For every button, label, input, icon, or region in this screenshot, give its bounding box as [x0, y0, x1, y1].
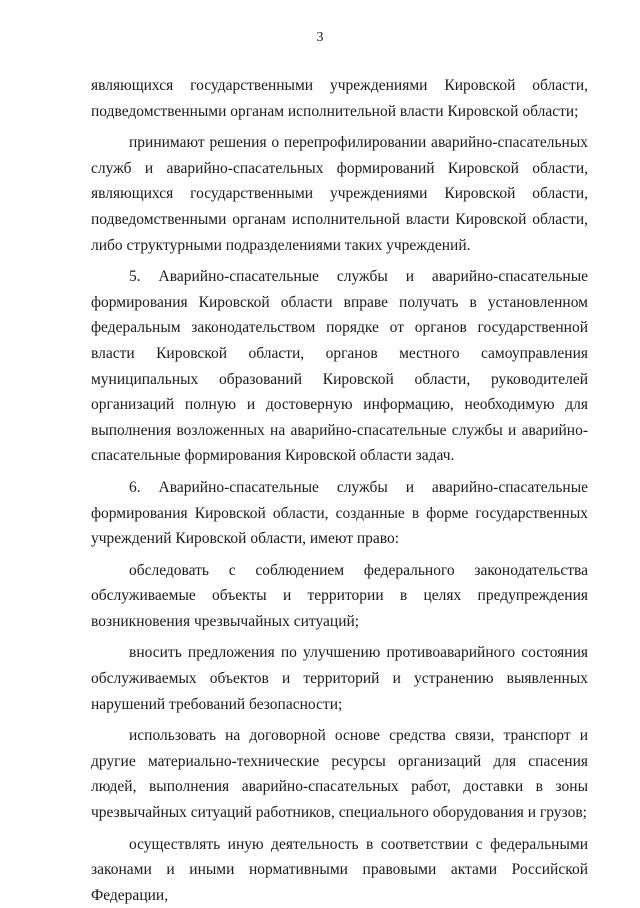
page-number: 3 [316, 30, 324, 45]
paragraph: вносить предложения по улучшению противоаварийного состояния обслуживаемых объектов и территорий и устранению выявленных нарушений требований безопасности; [91, 644, 588, 713]
document-body [91, 73, 588, 908]
paragraph: использовать на договорной основе средства связи, транспорт и другие материально-технические ресурсы организаций для спасения людей, выполнения аварийно-спасательных работ, доставки в зоны чрезвычайных ситуаций работников, специального оборудования и грузов; [91, 727, 588, 822]
paragraph: 5. Аварийно-спасательные службы и аварийно-спасательные формирования Кировской области вправе получать в установленном федеральным законодательством порядке от органов государственной власти Кировской области, органов местного самоуправления муниципальных образований Кировской области, руководителей организаций полную и достоверную информацию, необходимую для выполнения возложенных на аварийно-спасательные службы и аварийно-спасательные формирования Кировской области задач. [91, 268, 588, 465]
paragraph: принимают решения о перепрофилировании аварийно-спасательных служб и аварийно-спасательных формирований Кировской области, являющихся государственными учреждениями Кировской области, подведомственными органам исполнительной власти Кировской области, либо структурными подразделениями таких учреждений. [91, 134, 588, 254]
paragraph: обследовать с соблюдением федерального законодательства обслуживаемые объекты и территории в целях предупреждения возникновения чрезвычайных ситуаций; [91, 561, 588, 630]
paragraph: осуществлять иную деятельность в соответствии с федеральными законами и иными нормативными правовыми актами Российской Федерации, [91, 835, 588, 904]
paragraph: являющихся государственными учреждениями Кировской области, подведомственными органам исполнительной власти Кировской области; [91, 77, 588, 120]
paragraph: 6. Аварийно-спасательные службы и аварийно-спасательные формирования Кировской области, созданные в форме государственных учреждений Кировской области, имеют право: [91, 478, 588, 548]
